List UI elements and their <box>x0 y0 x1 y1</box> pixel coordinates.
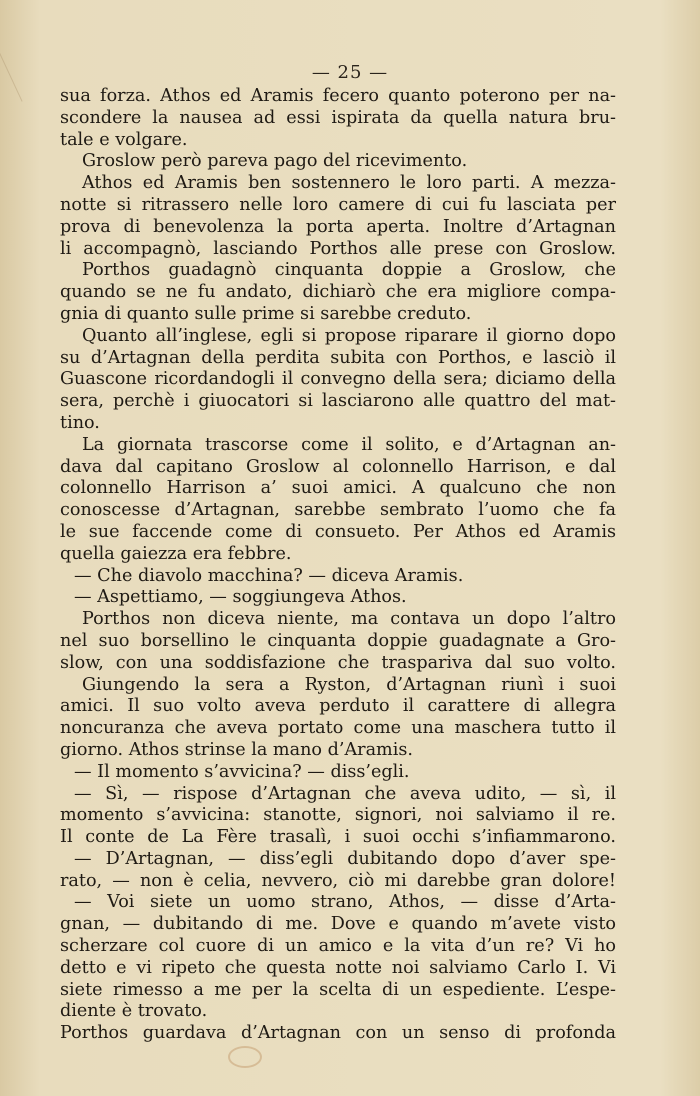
text-line: — Voi siete un uomo strano, Athos, — disse d’Arta- <box>74 892 616 913</box>
text-line: Giungendo la sera a Ryston, d’Artagnan riunì i suoi <box>82 674 616 695</box>
text-line: La giornata trascorse come il solito, e d’Artagnan an- <box>82 434 616 455</box>
text-line: Quanto all’inglese, egli si propose riparare il giorno dopo <box>82 325 616 346</box>
text-line: Porthos guardava d’Artagnan con un senso di profonda <box>60 1023 616 1044</box>
text-line: scherzare col cuore di un amico e la vita d’un re? Vi ho <box>60 936 616 957</box>
text-line: siete rimesso a me per la scelta di un espediente. L’espe- <box>60 979 616 1000</box>
text-line: diente è trovato. <box>60 1001 208 1022</box>
text-line: nel suo borsellino le cinquanta doppie guadagnate a Gro- <box>60 630 616 651</box>
text-line: Porthos non diceva niente, ma contava un dopo l’altro <box>82 609 616 630</box>
text-line: su d’Artagnan della perdita subita con Porthos, e lasciò il <box>60 347 616 368</box>
text-line: Porthos guadagnò cinquanta doppie a Groslow, che <box>82 260 616 281</box>
text-line: noncuranza che aveva portato come una maschera tutto il <box>60 718 616 739</box>
text-line: sua forza. Athos ed Aramis fecero quanto poterono per na- <box>60 86 616 106</box>
text-line: — Che diavolo macchina? — diceva Aramis. <box>74 565 464 586</box>
text-line: quella gaiezza era febbre. <box>60 543 292 564</box>
text-line: rato, — non è celia, nevvero, ciò mi darebbe gran dolore! <box>60 870 616 891</box>
text-line: Athos ed Aramis ben sostennero le loro parti. A mezza- <box>82 173 616 194</box>
text-line: — D’Artagnan, — diss’egli dubitando dopo d’aver spe- <box>74 848 616 869</box>
text-line: — Sì, — rispose d’Artagnan che aveva udito, — sì, il <box>74 783 616 804</box>
body-text <box>60 86 616 1045</box>
text-line: giorno. Athos strinse la mano d’Aramis. <box>60 739 413 760</box>
text-line: tino. <box>60 412 100 433</box>
text-line: amici. Il suo volto aveva perduto il carattere di allegra <box>60 696 616 717</box>
text-line: gnan, — dubitando di me. Dove e quando m’avete visto <box>60 914 616 935</box>
text-line: notte si ritrassero nelle loro camere di cui fu lasciata per <box>60 194 616 215</box>
text-line: Guascone ricordandogli il convegno della sera; diciamo della <box>60 369 616 390</box>
text-line: — Aspettiamo, — soggiungeva Athos. <box>74 587 407 608</box>
page-number-header: — 25 — <box>311 62 389 83</box>
text-line: li accompagnò, lasciando Porthos alle prese con Groslow. <box>60 238 616 259</box>
text-line: scondere la nausea ad essi ispirata da quella natura bru- <box>60 107 616 128</box>
text-line: le sue faccende come di consueto. Per Athos ed Aramis <box>60 521 616 542</box>
ink-stamp <box>228 1046 262 1068</box>
text-line: dava dal capitano Groslow al colonnello Harrison, e dal <box>60 456 616 477</box>
text-line: quando se ne fu andato, dichiarò che era migliore compa- <box>60 282 616 303</box>
text-line: Il conte de La Fère trasalì, i suoi occhi s’infiammarono. <box>60 827 616 848</box>
text-line: Groslow però pareva pago del ricevimento. <box>82 151 468 172</box>
text-line: — Il momento s’avvicina? — diss’egli. <box>74 761 410 782</box>
text-line: slow, con una soddisfazione che traspariva dal suo volto. <box>60 652 616 673</box>
text-line: colonnello Harrison a’ suoi amici. A qualcuno che non <box>60 478 616 499</box>
text-line: gnia di quanto sulle prime si sarebbe creduto. <box>60 303 472 324</box>
text-line: tale e volgare. <box>60 129 188 150</box>
text-line: sera, perchè i giuocatori si lasciarono alle quattro del mat- <box>60 391 616 412</box>
text-line: prova di benevolenza la porta aperta. Inoltre d’Artagnan <box>60 216 616 237</box>
text-line: conoscesse d’Artagnan, sarebbe sembrato l’uomo che fa <box>60 500 616 521</box>
text-line: detto e vi ripeto che questa notte noi salviamo Carlo I. Vi <box>60 957 616 978</box>
text-line: momento s’avvicina: stanotte, signori, noi salviamo il re. <box>60 805 616 826</box>
